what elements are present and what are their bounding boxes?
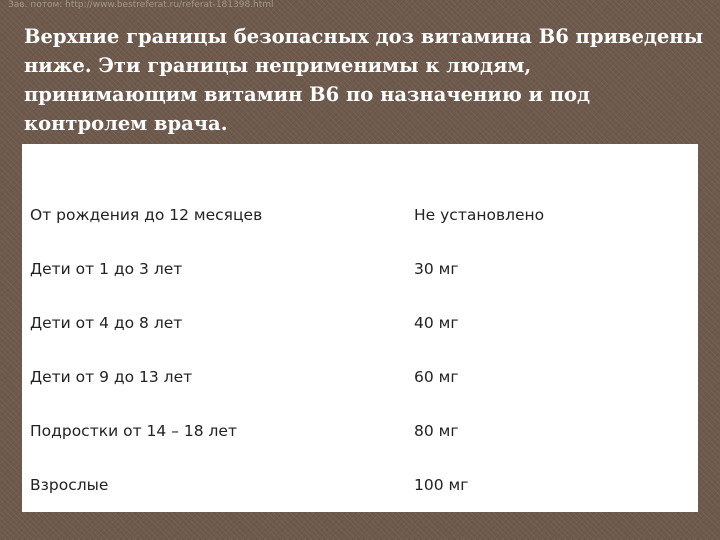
age-group-cell: Взрослые xyxy=(30,476,109,494)
dose-limit-cell: 100 мг xyxy=(414,476,469,494)
age-group-cell: От рождения до 12 месяцев xyxy=(30,206,263,224)
dose-limit-cell: 60 мг xyxy=(414,368,459,386)
dose-limit-cell: Не установлено xyxy=(414,206,545,224)
dose-limit-cell: 30 мг xyxy=(414,260,459,278)
table-row xyxy=(22,472,698,502)
slide-heading: Верхние границы безопасных доз витамина B6 приведены ниже. Эти границы неприменимы к людям, принимающим витамин B6 по назначению и под контролем врача. xyxy=(24,25,704,135)
dose-limit-cell: 80 мг xyxy=(414,422,459,440)
source-watermark: Зав. потом: http://www.bestreferat.ru/referat-181398.html xyxy=(8,0,274,10)
age-group-cell: Подростки от 14 – 18 лет xyxy=(30,422,237,440)
age-group-cell: Дети от 4 до 8 лет xyxy=(30,314,183,332)
table-row xyxy=(22,256,698,286)
table-row xyxy=(22,418,698,448)
dosage-table xyxy=(22,144,698,512)
age-group-cell: Дети от 9 до 13 лет xyxy=(30,368,193,386)
table-row xyxy=(22,364,698,394)
table-row xyxy=(22,202,698,232)
dose-limit-cell: 40 мг xyxy=(414,314,459,332)
table-row xyxy=(22,310,698,340)
age-group-cell: Дети от 1 до 3 лет xyxy=(30,260,183,278)
